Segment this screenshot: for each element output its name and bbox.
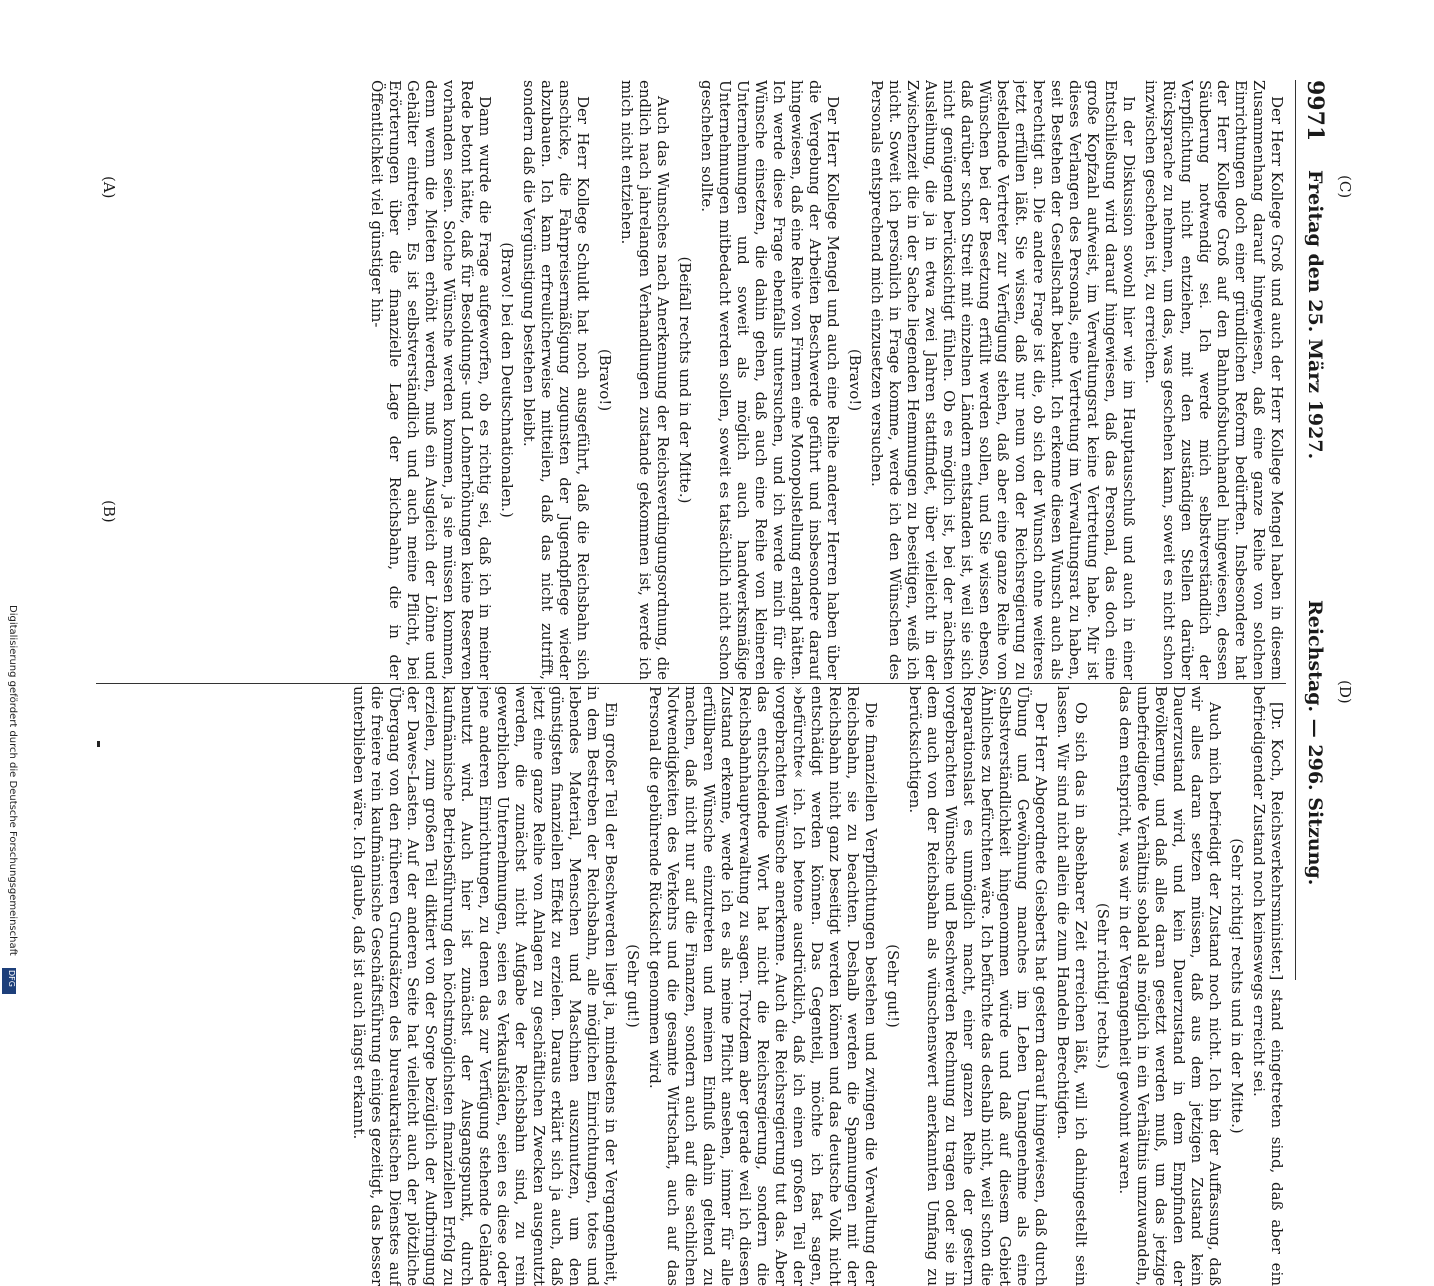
page-number: 9971 [1302,80,1328,142]
column-right [96,80,1286,680]
right_column-paragraph: In der Diskussion sowohl hier wie im Hauptausschuß und auch in einer Entschließung wird darauf hingewiesen, daß das Personal, das doch eine große Kopfzahl aufweist, im Verwaltungsrat keine Vertretung habe. Mir ist dieses Verlangen des Personals, eine Vertretung im Verwaltungsrat zu haben, seit Bestehen der Gesellschaft bekannt. Ich erkenne diesen Wunsch auch als berechtigt an. Die andere Frage ist die, ob sich der Wunsch ohne weiteres jetzt erfüllen läßt. Sie wissen, daß nur neun von der Reichsregierung zu bestellende Vertreter zur Verfügung stehen, daß aber eine ganze Reihe von Wünschen bei der Besetzung erfüllt werden sollen, und Sie wissen ebenso, daß darüber schon Streit mit einzelnen Ländern entstanden ist, weil sie sich nicht genügend berücksichtigt fühlen. Ob es möglich ist, bei der nächsten Ausleihung, die ja in etwa zwei Jahren stattfindet, über vielleicht in der Zwischenzeit die in der Sache liegenden Hemmungen zu beseitigen, weiß ich nicht. Soweit ich persönlich in Frage komme, werde ich den Wünschen des Personals entsprechend mich einzusetzen versuchen. [868,80,1138,680]
margin-marker: (B) [100,500,118,523]
left_column-paragraph: (Sehr gut!) [624,944,642,1028]
margin-marker: (C) [1336,175,1354,199]
left_column-paragraph: Ein großer Teil der Beschwerden liegt ja, mindestens in der Vergangenheit, in dem Bestreben der Reichsbahn, alle möglichen Einrichtungen, totes und lebendes Material, Menschen und Maschinen auszunutzen, um den günstigsten finanziellen Effekt zu erzielen. Daraus erklärt sich ja auch, daß jetzt eine ganze Reihe von Anlagen zu geschäftlichen Zwecken ausgenutzt werden, die zunächst nicht Aufgabe der Reichsbahn sind, zu rein gewerblichen Unternehmungen, seien es Verkaufsläden, seien es diese oder jene anderen Einrichtungen, zu denen das zur Verfügung stehende Gelände benutzt wird. Auch hier ist zunächst der Ausgangspunkt, durch kaufmännische Betriebsführung den höchstmöglichsten finanziellen Erfolg zu erzielen, zum großen Teil diktiert von der Sorge bezüglich der Aufbringung der Dawes-Lasten. Auf der anderen Seite hat vielleicht auch der plötzliche Übergang von den früheren Grundsätzen des bureaukratischen Dienstes auf die freiere rein kaufmännische Geschäftsführung einiges gezeitigt, das besser unterblieben wäre. Ich glaube, daß ist auch längst erkannt. [350,686,620,1286]
column-divider [96,683,1286,684]
margin-marker: (A) [100,176,118,199]
left_column-paragraph: [Dr. Koch, Reichsverkehrsminister.] stand eingetreten sind, daß aber ein befriedigender Zustand noch keineswegs erreicht sei. [1250,686,1286,1286]
left_column-paragraph: (Sehr richtig! rechts und in der Mitte.) [1228,838,1246,1134]
right_column-paragraph: (Bravo! bei den Deutschnationalen.) [498,242,516,518]
margin-marker: (D) [1336,680,1354,704]
column-left [96,686,1286,1286]
credit-text: Digitalisierung gefördert durch die Deutsche Forschungsgemeinschaft [7,605,18,956]
dfg-logo-text: DFG [7,970,16,987]
header-rule [1295,80,1296,980]
left_column-paragraph: (Sehr gut!) [884,944,902,1028]
left_column-paragraph: Auch mich befriedigt der Zustand noch nicht. Ich bin der Auffassung, daß wir alles daran setzen müssen, daß aus dem jetzigen Zustand kein Dauerzustand wird, und kein Dauerzustand in dem Empfinden der Bevölkerung, und daß alles daran gesetzt werden muß, um das jetzige unbefriedigende Verhältnis sobald als möglich in ein Verhältnis umzuwandeln, das dem entspricht, was wir in der Vergangenheit gewohnt waren. [1116,686,1224,1286]
right_column-paragraph: Der Herr Kollege Groß und auch der Herr Kollege Mengel haben in diesem Zusammenhang darauf hingewiesen, daß eine ganze Reihe von solchen Einrichtungen doch einer gründlichen Reform bedürften. Insbesondere hat der Herr Kollege Groß auf den Bahnhofsbuchhandel hingewiesen, dessen Säuberung notwendig sei. Ich werde mich selbstverständlich der Verpflichtung nicht entziehen, mit den zuständigen Stellen darüber Rücksprache zu nehmen, um das, was geschehen kann, soweit es nicht schon inzwischen geschehen ist, zu erreichen. [1142,80,1286,680]
right_column-paragraph: (Beifall rechts und in der Mitte.) [676,256,694,504]
digitization-credit [4,605,22,995]
left_column-paragraph: (Sehr richtig! rechts.) [1094,902,1112,1070]
right_column-paragraph: Der Herr Kollege Schuldt hat noch ausgeführt, daß die Reichsbahn sich anschicke, die Fahrpreisermäßigung zugunsten der Jugendpflege wieder abzubauen. Ich kann erfreulicherweise mitteilen, daß das nicht zutrifft, sondern daß die Vergünstigung bestehen bleibt. [520,80,592,680]
right_column-paragraph: (Bravo!) [596,348,614,412]
rotated-page-content [100,80,1354,1286]
header-center: Reichstag. — 296. Sitzung. [1304,600,1326,886]
running-header [1300,80,1330,980]
right_column-paragraph: (Bravo!) [846,348,864,412]
left_column-paragraph: Der Herr Abgeordnete Giesberts hat gestern darauf hingewiesen, daß durch Übung und Gewöhnung manches im Leben Unangenehme als eine Selbstverständlichkeit hingenommen würde und daß auf diesem Gebiet Ähnliches zu befürchten wäre. Ich befürchte das deshalb nicht, weil schon die Reparationslast es unmöglich macht, einer ganzen Reihe der gestern vorgebrachten Wünsche und Beschwerden Rechnung zu tragen oder sie in dem auch von der Reichsbahn als wünschenswert anerkannten Umfang zu berücksichtigen. [906,686,1050,1286]
right_column-paragraph: Auch das Wunsches nach Anerkennung der Reichsverdingungsordnung, die endlich nach jahrelangen Verhandlungen zustande gekommen ist, werde ich mich nicht entziehen. [618,80,672,680]
left_column-paragraph: Ob sich das in absehbarer Zeit erreichen läßt, will ich dahingestellt sein lassen. Wir sind nicht allein die zum Handeln Berechtigten. [1054,686,1090,1286]
dfg-logo [2,968,16,994]
right_column-paragraph: Dann wurde die Frage aufgeworfen, ob es richtig sei, daß ich in meiner Rede betont hätte, daß für Besoldungs- und Lohnerhöhungen keine Reserven vorhanden seien. Solche Wünsche werden kommen, ja sie müssen kommen, denn wenn die Mieten erhöht werden, muß ein Ausgleich der Löhne und Gehälter eintreten. Es ist selbstverständlich und auch meine Pflicht, bei Erörterungen über die finanzielle Lage der Reichsbahn, die in der Öffentlichkeit viel günstiger hin- [368,80,494,680]
left_column-paragraph: Die finanziellen Verpflichtungen bestehen und zwingen die Verwaltung der Reichsbahn, sie zu beachten. Deshalb werden die Spannungen mit der Reichsbahn nicht ganz beseitigt werden können und das deutsche Volk nicht entschädigt werden können. Das Gegenteil, möchte ich fast sagen, »befürchte« ich. Ich betone ausdrücklich, daß ich einen großen Teil der vorgebrachten Wünsche anerkenne. Auch die Reichsregierung tut das. Aber das entscheidende Wort hat nicht die Reichsregierung, sondern die Reichsbahnhauptverwaltung zu sagen. Trotzdem aber gerade weil ich diesen Zustand erkenne, werde ich es als meine Pflicht ansehen, immer für alle erfüllbaren Wünsche einzutreten und meinen Einfluß dahin geltend zu machen, daß nicht nur auf die Finanzen, sondern auch auf die sachlichen Notwendigkeiten des Verkehrs und die gesamte Wirtschaft, auch auf das Personal die gebührende Rücksicht genommen wird. [646,686,880,1286]
header-left: Freitag den 25. März 1927. [1304,170,1326,460]
right_column-paragraph: Der Herr Kollege Mengel und auch eine Reihe anderer Herren haben über die Vergebung der Arbeiten Beschwerde geführt und insbesondere darauf hingewiesen, daß eine Reihe von Firmen eine Monopolstellung erlangt hätten. Ich werde diese Frage ebenfalls untersuchen, und ich werde mich für die Wünsche einsetzen, die dahin gehen, daß auch eine Reihe von kleineren Unternehmungen und soweit als möglich auch handwerksmäßige Unternehmungen mitbedacht werden sollen, soweit es tatsächlich nicht schon geschehen sollte. [698,80,842,680]
ink-speck [97,741,100,747]
